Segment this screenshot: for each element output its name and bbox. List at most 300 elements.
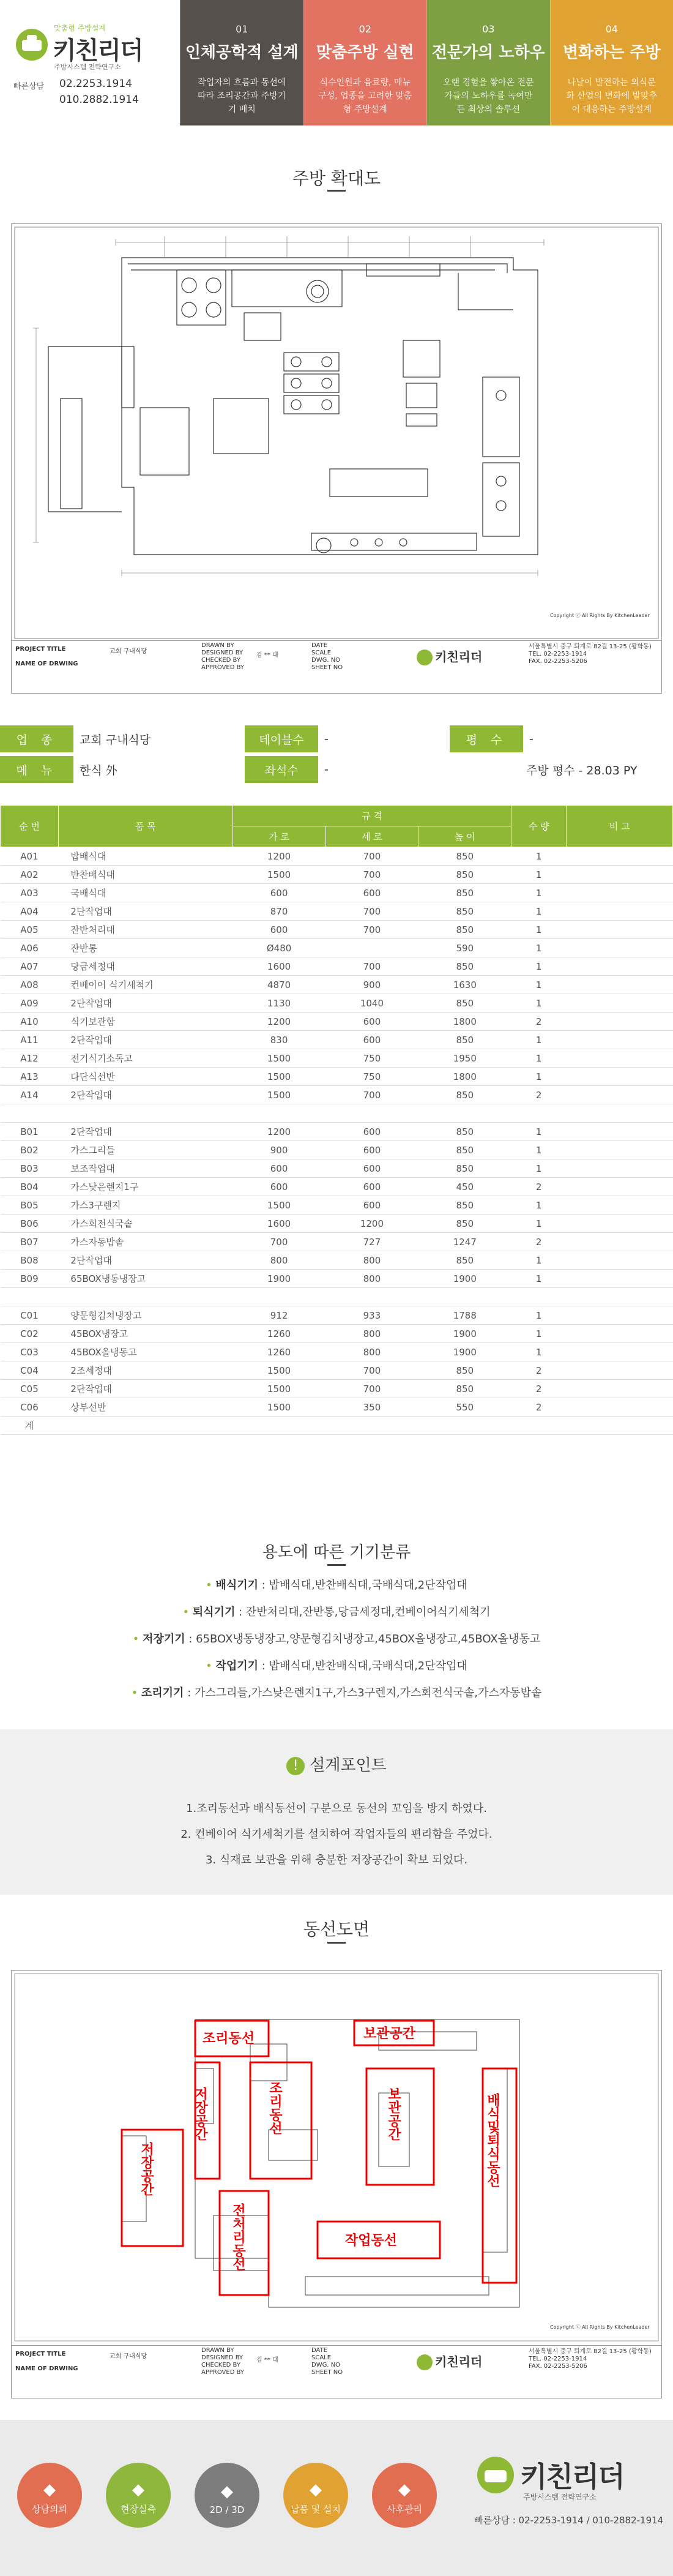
row-height: 850 (418, 866, 511, 884)
table-row (1, 921, 673, 939)
row-width: 1500 (232, 1398, 325, 1417)
row-no: B06 (1, 1215, 59, 1233)
design-point: 1.조리동선과 배식동선이 구분으로 동선의 꼬임을 방지 하였다. (186, 1802, 487, 1815)
row-qty: 1 (511, 994, 567, 1013)
service-button[interactable] (17, 2463, 82, 2528)
classification-item: • 저장기기 : 65BOX냉동냉장고,양문형김치냉장고,45BOX올냉장고,45BOX올냉동고 (132, 1633, 541, 1646)
classification-text: 잔반처리대,잔반통,당금세정대,컨베이어식기세척기 (245, 1606, 491, 1619)
row-depth: 800 (325, 1325, 418, 1343)
step-number: 04 (605, 23, 618, 35)
flow-plan-graphic (12, 1971, 661, 2344)
designer-name: 김 ** 대 (256, 2357, 278, 2364)
row-item: 보조작업대 (58, 1159, 232, 1178)
service-button[interactable] (372, 2463, 437, 2528)
kitchen-plan-drawing (11, 223, 662, 694)
logo-subtitle: 주방시스템 전략연구소 (54, 63, 121, 71)
project-title-label: PROJECT TITLE (15, 646, 66, 653)
row-no: A08 (1, 976, 59, 994)
approved-by-label: APPROVED BY (201, 664, 245, 671)
table-row (1, 1361, 673, 1380)
scale-label: SCALE (311, 650, 332, 656)
brand-logo[interactable] (13, 21, 176, 119)
drawn-by-label: DRAWN BY (201, 2347, 234, 2354)
row-width: 600 (232, 884, 325, 902)
row-qty: 1 (511, 976, 567, 994)
service-button[interactable] (283, 2463, 348, 2528)
row-height: 850 (418, 1159, 511, 1178)
row-depth (325, 939, 418, 957)
header-qty: 수 량 (511, 806, 567, 847)
row-height: 850 (418, 1141, 511, 1159)
tel-text: TEL. 02-2253-1914 (529, 651, 587, 657)
row-height: 850 (418, 1251, 511, 1270)
row-item: 식기보관함 (58, 1013, 232, 1031)
row-qty: 1 (511, 1068, 567, 1086)
row-qty: 1 (511, 1159, 567, 1178)
exclamation-icon: ! (286, 1757, 305, 1775)
table-row (1, 976, 673, 994)
row-note (567, 1398, 673, 1417)
table-row (1, 1417, 673, 1435)
row-item: 2단작업대 (58, 994, 232, 1013)
table-row (1, 1141, 673, 1159)
classification-label: 조리기기 (141, 1687, 184, 1699)
row-width: 1200 (232, 1013, 325, 1031)
row-width: 1500 (232, 866, 325, 884)
sheet-no-label: SHEET NO (311, 2369, 343, 2376)
row-item: 국배식대 (58, 884, 232, 902)
row-height: 1800 (418, 1013, 511, 1031)
step-description: 나날이 발전하는 외식문화 산업의 변화에 발맞추어 대응하는 주방설계 (566, 78, 658, 114)
row-item (58, 1417, 232, 1435)
row-note (567, 921, 673, 939)
row-qty: 1 (511, 1270, 567, 1288)
row-item: 가스낮은렌지1구 (58, 1178, 232, 1196)
row-no: A14 (1, 1086, 59, 1104)
row-width: 900 (232, 1141, 325, 1159)
zone-label: 조리동선 (267, 2081, 283, 2135)
row-height: 1800 (418, 1068, 511, 1086)
row-no: A04 (1, 902, 59, 921)
drawing-copyright: Copyright ⓒ All Rights By KitchenLeader (550, 2324, 650, 2330)
row-height: 550 (418, 1398, 511, 1417)
row-item: 가스자동밥솥 (58, 1233, 232, 1251)
row-depth: 700 (325, 1361, 418, 1380)
row-depth: 600 (325, 1196, 418, 1215)
row-height (418, 1288, 511, 1306)
table-row (1, 1031, 673, 1049)
row-item (58, 1104, 232, 1123)
row-note (567, 1049, 673, 1068)
header-no: 순 번 (1, 806, 59, 847)
row-qty: 2 (511, 1398, 567, 1417)
row-no: B04 (1, 1178, 59, 1196)
zone-label: 작업동선 (345, 2233, 398, 2248)
row-item (58, 1288, 232, 1306)
row-item: 2단작업대 (58, 1031, 232, 1049)
header-depth: 세 로 (325, 826, 418, 847)
table-row (1, 939, 673, 957)
classification-text: 65BOX냉동냉장고,양문형김치냉장고,45BOX올냉장고,45BOX올냉동고 (196, 1633, 541, 1646)
table-row (1, 1288, 673, 1306)
classification-label: 작업기기 (215, 1660, 259, 1672)
project-title: 교회 구내식당 (110, 648, 147, 655)
drawn-by-label: DRAWN BY (201, 642, 234, 649)
table-row (1, 866, 673, 884)
dwg-no-label: DWG. NO (311, 657, 341, 664)
feature-step (426, 0, 550, 125)
title-block-logo (415, 2349, 489, 2375)
logo-text: 키친리더 (53, 37, 143, 65)
row-no: B07 (1, 1233, 59, 1251)
row-width: 1130 (232, 994, 325, 1013)
row-qty: 1 (511, 1196, 567, 1215)
row-depth: 1200 (325, 1215, 418, 1233)
row-qty (511, 1288, 567, 1306)
row-no: A06 (1, 939, 59, 957)
truck-icon: ◆ (310, 2481, 322, 2499)
row-height: 850 (418, 1086, 511, 1104)
area-label: 평 수 (450, 725, 523, 752)
dwg-no-label: DWG. NO (311, 2362, 341, 2368)
row-width: 1500 (232, 1196, 325, 1215)
row-height: 850 (418, 994, 511, 1013)
row-height: 850 (418, 1123, 511, 1141)
bullet-icon: • (206, 1579, 216, 1592)
service-label: 2D / 3D (209, 2504, 245, 2515)
row-depth (325, 1104, 418, 1123)
row-height: 850 (418, 1031, 511, 1049)
row-height: 850 (418, 902, 511, 921)
row-width: Ø480 (232, 939, 325, 957)
footer-logo-text: 키친리더 (520, 2460, 624, 2493)
row-qty: 1 (511, 939, 567, 957)
row-note (567, 902, 673, 921)
scale-label: SCALE (311, 2354, 332, 2361)
row-qty: 1 (511, 1141, 567, 1159)
mobile-number[interactable]: 010.2882.1914 (59, 94, 139, 106)
row-width: 870 (232, 902, 325, 921)
step-title: 맞춤주방 실현 (316, 43, 414, 62)
table-row (1, 1270, 673, 1288)
equipment-table (0, 805, 673, 1435)
table-row (1, 1049, 673, 1068)
row-height: 1788 (418, 1306, 511, 1325)
row-height: 850 (418, 1196, 511, 1215)
row-qty (511, 1104, 567, 1123)
project-title-label: PROJECT TITLE (15, 2351, 66, 2357)
title-underline (327, 190, 346, 192)
row-height: 850 (418, 1380, 511, 1398)
row-no: C02 (1, 1325, 59, 1343)
row-item: 상부선반 (58, 1398, 232, 1417)
measure-icon: ◆ (132, 2481, 144, 2499)
row-note (567, 1233, 673, 1251)
page-header (0, 0, 673, 125)
row-no: B05 (1, 1196, 59, 1215)
company-address (529, 2348, 657, 2370)
designed-by-label: DESIGNED BY (201, 650, 244, 656)
service-label: 사후관리 (387, 2504, 422, 2515)
row-item: 2조세정대 (58, 1361, 232, 1380)
classification-item: • 퇴식기기 : 잔반처리대,잔반통,당금세정대,컨베이어식기세척기 (182, 1606, 491, 1619)
footer-brand[interactable] (474, 2454, 670, 2539)
row-item: 45BOX냉장고 (58, 1325, 232, 1343)
row-height: 850 (418, 921, 511, 939)
row-note (567, 1141, 673, 1159)
flow-plan-title: 동선도면 (303, 1919, 370, 1939)
row-width: 1500 (232, 1049, 325, 1068)
row-item: 2단작업대 (58, 1086, 232, 1104)
step-title: 변화하는 주방 (562, 43, 661, 62)
row-qty: 1 (511, 1325, 567, 1343)
row-note (567, 1123, 673, 1141)
row-qty: 2 (511, 1380, 567, 1398)
checked-by-label: CHECKED BY (201, 657, 240, 664)
row-item: 양문형김치냉장고 (58, 1306, 232, 1325)
footer-logo-sub: 주방시스템 전략연구소 (523, 2493, 597, 2501)
phone-label: 빠른상담 (13, 82, 45, 91)
address-text: 서울특별시 중구 퇴계로 82길 13-25 (황학동) (529, 2348, 652, 2355)
row-no: A11 (1, 1031, 59, 1049)
row-note (567, 884, 673, 902)
design-points-list (0, 1800, 673, 1877)
footer-phones[interactable]: 빠른상담 : 02-2253-1914 / 010-2882-1914 (474, 2515, 664, 2526)
row-depth: 600 (325, 1123, 418, 1141)
row-depth: 800 (325, 1270, 418, 1288)
row-qty: 1 (511, 1031, 567, 1049)
zone-label: 저장공간 (192, 2087, 208, 2141)
row-depth: 600 (325, 1013, 418, 1031)
row-item: 당금세정대 (58, 957, 232, 976)
row-width (232, 1104, 325, 1123)
row-height: 850 (418, 1361, 511, 1380)
classification-list (0, 1576, 673, 1711)
row-no: A09 (1, 994, 59, 1013)
row-item: 반찬배식대 (58, 866, 232, 884)
service-button[interactable] (195, 2463, 259, 2528)
row-height (418, 1417, 511, 1435)
row-width: 1500 (232, 1086, 325, 1104)
row-note (567, 1251, 673, 1270)
row-item: 잔반처리대 (58, 921, 232, 939)
row-note (567, 1343, 673, 1361)
logo-icon (415, 648, 434, 667)
table-row (1, 1325, 673, 1343)
row-item: 가스그리들 (58, 1141, 232, 1159)
row-note (567, 1288, 673, 1306)
row-depth: 600 (325, 1159, 418, 1178)
row-note (567, 1086, 673, 1104)
business-label: 업 종 (0, 725, 73, 752)
row-depth (325, 1288, 418, 1306)
row-height: 850 (418, 957, 511, 976)
row-item: 전기식기소독고 (58, 1049, 232, 1068)
row-note (567, 1380, 673, 1398)
row-no: C05 (1, 1380, 59, 1398)
tables-value: - (324, 732, 329, 746)
header-item: 품 목 (58, 806, 232, 847)
row-no: A07 (1, 957, 59, 976)
row-note (567, 847, 673, 866)
fax-text: FAX. 02-2253-5206 (529, 2363, 587, 2370)
row-item: 2단작업대 (58, 1380, 232, 1398)
row-no: B03 (1, 1159, 59, 1178)
row-qty (511, 1417, 567, 1435)
row-qty: 2 (511, 1361, 567, 1380)
row-qty: 1 (511, 884, 567, 902)
row-width: 800 (232, 1251, 325, 1270)
row-height: 850 (418, 1215, 511, 1233)
row-no: A01 (1, 847, 59, 866)
step-description: 작업자의 흐름과 동선에 따라 조리공간과 주방기기 배치 (198, 78, 286, 114)
row-note (567, 939, 673, 957)
row-depth: 750 (325, 1068, 418, 1086)
row-no (1, 1104, 59, 1123)
table-row (1, 1086, 673, 1104)
row-width: 1200 (232, 847, 325, 866)
step-title: 전문가의 노하우 (431, 43, 545, 62)
row-item: 잔반통 (58, 939, 232, 957)
row-qty: 1 (511, 1306, 567, 1325)
row-depth: 700 (325, 1086, 418, 1104)
step-number: 02 (359, 23, 371, 35)
title-block-logo (415, 645, 489, 670)
classification-text: 가스그리들,가스낮은렌지1구,가스3구렌지,가스회전식국솥,가스자동밥솥 (194, 1687, 542, 1699)
table-row (1, 1251, 673, 1270)
table-row (1, 1343, 673, 1361)
row-note (567, 866, 673, 884)
row-no: B09 (1, 1270, 59, 1288)
table-row (1, 847, 673, 866)
row-note (567, 1104, 673, 1123)
logo-badge: 맞춤형 주방설계 (54, 24, 106, 32)
row-item: 65BOX냉동냉장고 (58, 1270, 232, 1288)
design-point: 2. 컨베이어 식기세척기를 설치하여 작업자들의 편리함을 주었다. (180, 1828, 493, 1841)
row-note (567, 994, 673, 1013)
row-note (567, 1361, 673, 1380)
service-button[interactable] (106, 2463, 171, 2528)
row-depth: 700 (325, 866, 418, 884)
row-note (567, 1068, 673, 1086)
row-depth: 933 (325, 1306, 418, 1325)
row-item: 가스회전식국솥 (58, 1215, 232, 1233)
row-qty: 2 (511, 1013, 567, 1031)
row-note (567, 1417, 673, 1435)
phone-number[interactable]: 02.2253.1914 (59, 78, 132, 90)
row-qty: 1 (511, 1215, 567, 1233)
project-title: 교회 구내식당 (110, 2353, 147, 2360)
row-no: 계 (1, 1417, 59, 1435)
row-item: 2단작업대 (58, 1123, 232, 1141)
row-depth: 750 (325, 1049, 418, 1068)
menu-value: 한식 外 (80, 763, 117, 777)
design-icon: ◆ (221, 2482, 233, 2501)
bullet-icon: • (131, 1687, 141, 1699)
row-qty: 2 (511, 1086, 567, 1104)
row-item: 컨베이어 식기세척기 (58, 976, 232, 994)
row-qty: 1 (511, 1049, 567, 1068)
classification-item: • 배식기기 : 밥배식대,반찬배식대,국배식대,2단작업대 (206, 1579, 467, 1592)
row-width: 1500 (232, 1380, 325, 1398)
table-row (1, 884, 673, 902)
title-block (12, 640, 661, 693)
row-height: 1900 (418, 1270, 511, 1288)
row-height: 590 (418, 939, 511, 957)
table-row (1, 1068, 673, 1086)
title-block (12, 2345, 661, 2398)
row-depth: 600 (325, 1178, 418, 1196)
row-qty: 1 (511, 957, 567, 976)
row-note (567, 976, 673, 994)
row-width (232, 1288, 325, 1306)
drawing-name-label: NAME OF DRWING (15, 661, 78, 667)
design-points-section (0, 1729, 673, 1895)
row-width: 600 (232, 1178, 325, 1196)
zone-label: 보관공간 (363, 2026, 416, 2042)
row-item: 다단식선반 (58, 1068, 232, 1086)
row-item: 가스3구렌지 (58, 1196, 232, 1215)
row-depth: 900 (325, 976, 418, 994)
step-number: 03 (482, 23, 495, 35)
seats-value: - (324, 763, 329, 776)
row-width: 1260 (232, 1343, 325, 1361)
kitchen-plan-title: 주방 확대도 (292, 168, 381, 189)
row-qty: 1 (511, 866, 567, 884)
step-number: 01 (236, 23, 248, 35)
row-depth: 1040 (325, 994, 418, 1013)
row-no: C03 (1, 1343, 59, 1361)
service-label: 상담의뢰 (32, 2504, 67, 2515)
classification-label: 배식기기 (215, 1579, 259, 1592)
row-note (567, 1013, 673, 1031)
service-label: 현장실측 (121, 2504, 156, 2515)
feature-steps (180, 0, 673, 125)
table-row (1, 957, 673, 976)
feature-step (303, 0, 427, 125)
classification-text: 밥배식대,반찬배식대,국배식대,2단작업대 (269, 1660, 467, 1672)
row-no: B08 (1, 1251, 59, 1270)
flow-plan-drawing (11, 1970, 662, 2398)
table-row (1, 1215, 673, 1233)
zone-label: 배식및퇴식동선 (485, 2093, 500, 2187)
row-width (232, 1417, 325, 1435)
row-no: C06 (1, 1398, 59, 1417)
row-no (1, 1288, 59, 1306)
classification-item: • 작업기기 : 밥배식대,반찬배식대,국배식대,2단작업대 (206, 1660, 467, 1672)
bullet-icon: • (182, 1606, 193, 1619)
row-height: 1247 (418, 1233, 511, 1251)
feature-step (180, 0, 303, 125)
address-text: 서울특별시 중구 퇴계로 82길 13-25 (황학동) (529, 643, 652, 650)
title-underline (327, 1564, 346, 1566)
row-qty: 2 (511, 1233, 567, 1251)
row-height: 1950 (418, 1049, 511, 1068)
row-qty: 1 (511, 1251, 567, 1270)
row-width: 1200 (232, 1123, 325, 1141)
row-qty: 1 (511, 902, 567, 921)
title-underline (327, 1942, 346, 1944)
row-note (567, 1306, 673, 1325)
menu-label: 메 뉴 (0, 756, 73, 783)
row-item: 밥배식대 (58, 847, 232, 866)
tables-label: 테이블수 (245, 725, 318, 752)
row-no: A05 (1, 921, 59, 939)
row-width: 1600 (232, 957, 325, 976)
row-width: 830 (232, 1031, 325, 1049)
row-height: 1900 (418, 1325, 511, 1343)
designed-by-label: DESIGNED BY (201, 2354, 244, 2361)
